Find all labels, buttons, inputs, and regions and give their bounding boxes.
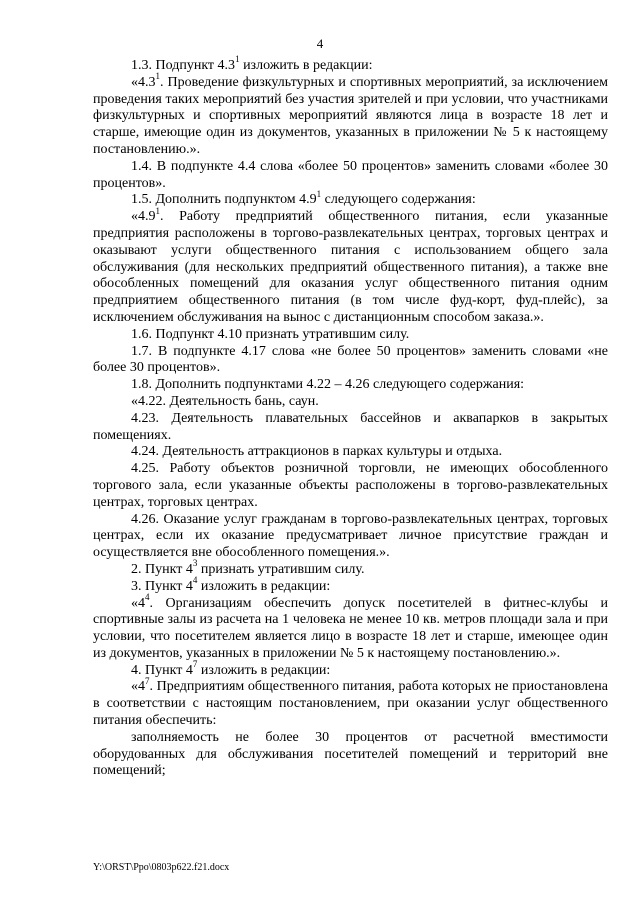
paragraph: 3. Пункт $4^4$ изложить в редакции:	[131, 575, 331, 594]
paragraph: 4.26. Оказание услуг гражданам в торгово-развлекательных центрах, торговых центрах, если их оказание предусматривает личное присутствие граждан и осуществляется вне обособленного помещения.».	[93, 511, 608, 561]
paragraph: 1.3. Подпункт $4.3^1$ изложить в редакции:	[131, 54, 373, 73]
paragraph: «$4.3^1$. Проведение физкультурных и спортивных мероприятий, за исключением проведения таких мероприятий без участия зрителей и при условии, что участниками физкультурных и спортивных мероприятий являются лица в возрасте 18 лет и старше, имеющие один из документов, указанных в приложении № 5 к настоящему постановлению.».	[93, 71, 608, 157]
paragraph: «$4^7$. Предприятиям общественного питания, работа которых не приостановлена в соответствии с настоящим постановлением, при оказании услуг общественного питания обеспечить:	[93, 675, 608, 729]
paragraph: 4. Пункт $4^7$ изложить в редакции:	[131, 659, 331, 678]
paragraph: «$4^4$. Организациям обеспечить допуск посетителей в фитнес-клубы и спортивные залы из расчета на 1 человека не менее 10 кв. метров площади зала и при условии, что посетителем является лицо в возрасте 18 лет и старше, имеющее один из документов, указанных в приложении № 5 к настоящему постановлению.».	[93, 591, 608, 661]
paragraph: 2. Пункт $4^3$ признать утратившим силу.	[131, 558, 365, 577]
paragraph: «4.22. Деятельность бань, саун.	[131, 393, 319, 409]
paragraph: 4.23. Деятельность плавательных бассейнов и аквапарков в закрытых помещениях.	[93, 410, 608, 443]
paragraph: «$4.9^1$. Работу предприятий общественного питания, если указанные предприятия расположены в торгово-развлекательных центрах, торговых центрах и оказывают услуги общественного питания с использованием общего зала обслуживания (для нескольких предприятий общественного питания), а также вне обособленных помещений для оказания услуг общественного питания одним предприятием общественного питания (в том числе фуд-корт, фуд-плейс), за исключением обслуживания на вынос с дистанционным способом заказа.».	[93, 205, 608, 325]
paragraph: 4.24. Деятельность аттракционов в парках культуры и отдыха.	[131, 444, 503, 460]
page-number: 4	[316, 36, 324, 51]
paragraph: заполняемость не более 30 процентов от расчетной вместимости оборудованных для обслуживания посетителей помещений и территорий вне помещений;	[93, 729, 608, 779]
paragraph: 1.7. В подпункте 4.17 слова «не более 50 процентов» заменить словами «не более 30 процентов».	[93, 343, 608, 376]
paragraph: 1.6. Подпункт 4.10 признать утратившим силу.	[131, 326, 410, 342]
paragraph: 1.5. Дополнить подпунктом $4.9^1$ следующего содержания:	[131, 188, 476, 208]
paragraph: 1.4. В подпункте 4.4 слова «более 50 процентов» заменить словами «более 30 процентов».	[93, 158, 608, 191]
footer-file-path: Y:\ORST\Ppo\0803p622.f21.docx	[93, 862, 230, 873]
paragraph: 4.25. Работу объектов розничной торговли, не имеющих обособленного торгового зала, если указанные объекты расположены в торгово-развлекательных центрах, торговых центрах.	[93, 461, 608, 510]
paragraph: 1.8. Дополнить подпунктами 4.22 – 4.26 следующего содержания:	[131, 377, 525, 393]
document-body	[93, 54, 608, 780]
